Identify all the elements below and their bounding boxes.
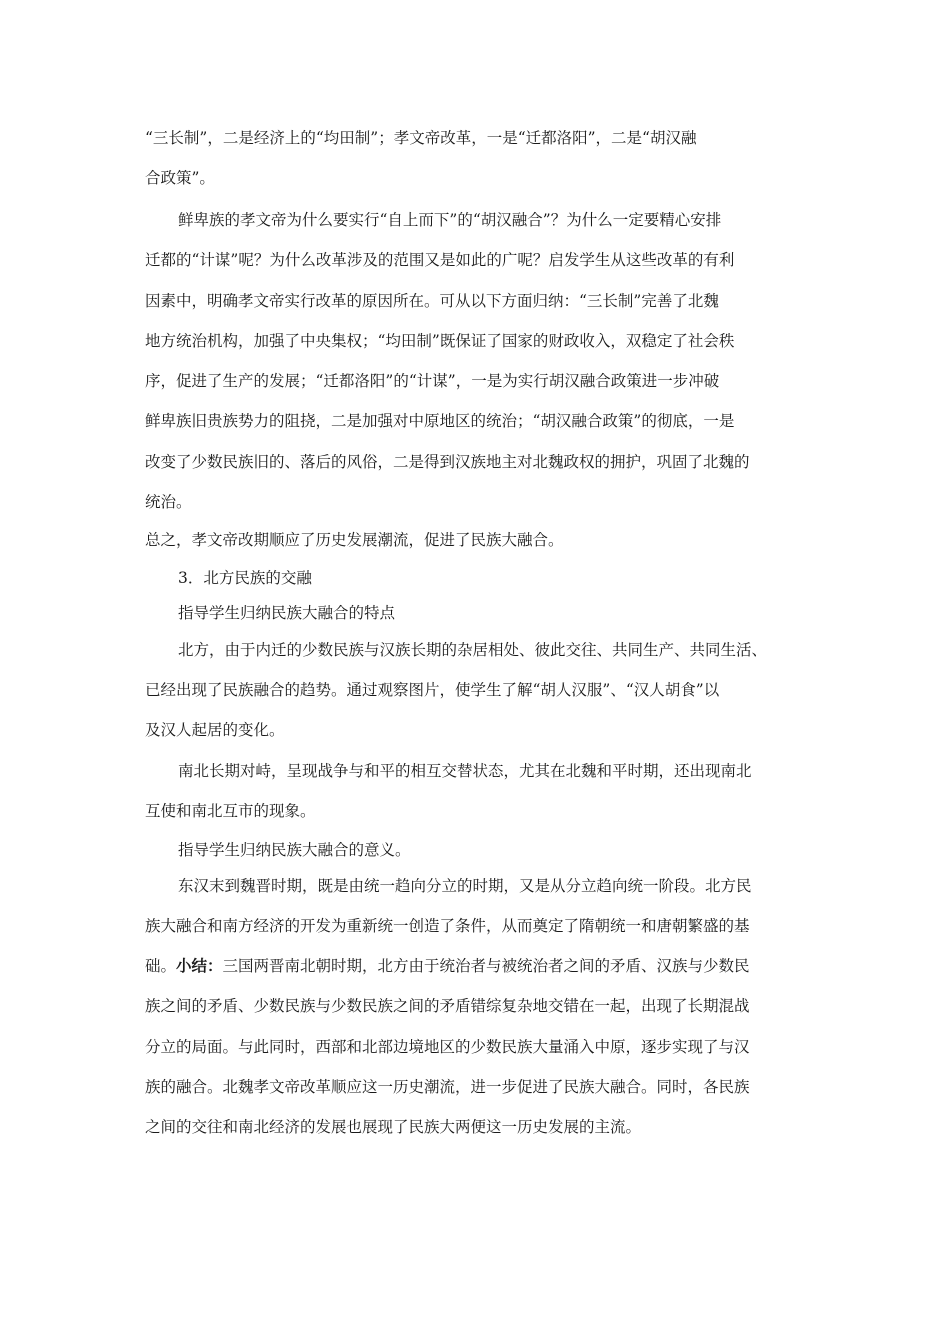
text-line: 指导学生归纳民族大融合的意义。 [178,841,411,859]
text-line: 鲜卑族的孝文帝为什么要实行“自上而下”的“胡汉融合”？为什么一定要精心安排 [178,211,722,229]
text-line: 迁都的“计谋”呢？为什么改革涉及的范围又是如此的广呢？启发学生从这些改革的有利 [145,251,735,269]
text-line: 及汉人起居的变化。 [145,721,285,739]
text-line: 之间的交往和南北经济的发展也展现了民族大两便这一历史发展的主流。 [145,1118,642,1136]
text-line: 改变了少数民族旧的、落后的风俗，二是得到汉族地主对北魏政权的拥护，巩固了北魏的 [145,453,750,471]
text-line [145,956,750,976]
text-fragment: 础。 [145,957,177,975]
summary-label: 小结： [176,956,223,975]
text-line: 鲜卑族旧贵族势力的阻挠，二是加强对中原地区的统治；“胡汉融合政策”的彻底，一是 [145,412,735,430]
text-line: 北方，由于内迁的少数民族与汉族长期的杂居相处、彼此交往、共同生产、共同生活、 [178,641,768,659]
text-line: 已经出现了民族融合的趋势。通过观察图片，使学生了解“胡人汉服”、“汉人胡食”以 [145,681,720,699]
text-line: 南北长期对峙，呈现战争与和平的相互交替状态，尤其在北魏和平时期，还出现南北 [178,762,752,780]
text-line: 族之间的矛盾、少数民族与少数民族之间的矛盾错综复杂地交错在一起，出现了长期混战 [145,997,750,1015]
text-line: 分立的局面。与此同时，西部和北部边境地区的少数民族大量涌入中原，逐步实现了与汉 [145,1038,750,1056]
text-line: 互使和南北互市的现象。 [145,802,316,820]
text-line: 族的融合。北魏孝文帝改革顺应这一历史潮流，进一步促进了民族大融合。同时，各民族 [145,1078,750,1096]
text-line: 东汉末到魏晋时期，既是由统一趋向分立的时期，又是从分立趋向统一阶段。北方民 [178,877,752,895]
text-line: 总之，孝文帝改期顺应了历史发展潮流，促进了民族大融合。 [145,531,564,549]
text-line: “三长制”，二是经济上的“均田制”；孝文帝改革，一是“迁都洛阳”，二是“胡汉融 [145,129,697,147]
section-heading: 3．北方民族的交融 [178,569,312,587]
text-line: 族大融合和南方经济的开发为重新统一创造了条件，从而奠定了隋朝统一和唐朝繁盛的基 [145,917,750,935]
text-line: 地方统治机构，加强了中央集权；“均田制”既保证了国家的财政收入，双稳定了社会秩 [145,332,735,350]
text-line: 指导学生归纳民族大融合的特点 [178,604,396,622]
text-line: 统治。 [145,493,192,511]
text-line: 合政策”。 [145,169,215,187]
text-fragment: 三国两晋南北朝时期，北方由于统治者与被统治者之间的矛盾、汉族与少数民 [222,957,750,975]
text-line: 因素中，明确孝文帝实行改革的原因所在。可从以下方面归纳：“三长制”完善了北魏 [145,292,719,310]
text-line: 序，促进了生产的发展；“迁都洛阳”的“计谋”，一是为实行胡汉融合政策进一步冲破 [145,372,720,390]
